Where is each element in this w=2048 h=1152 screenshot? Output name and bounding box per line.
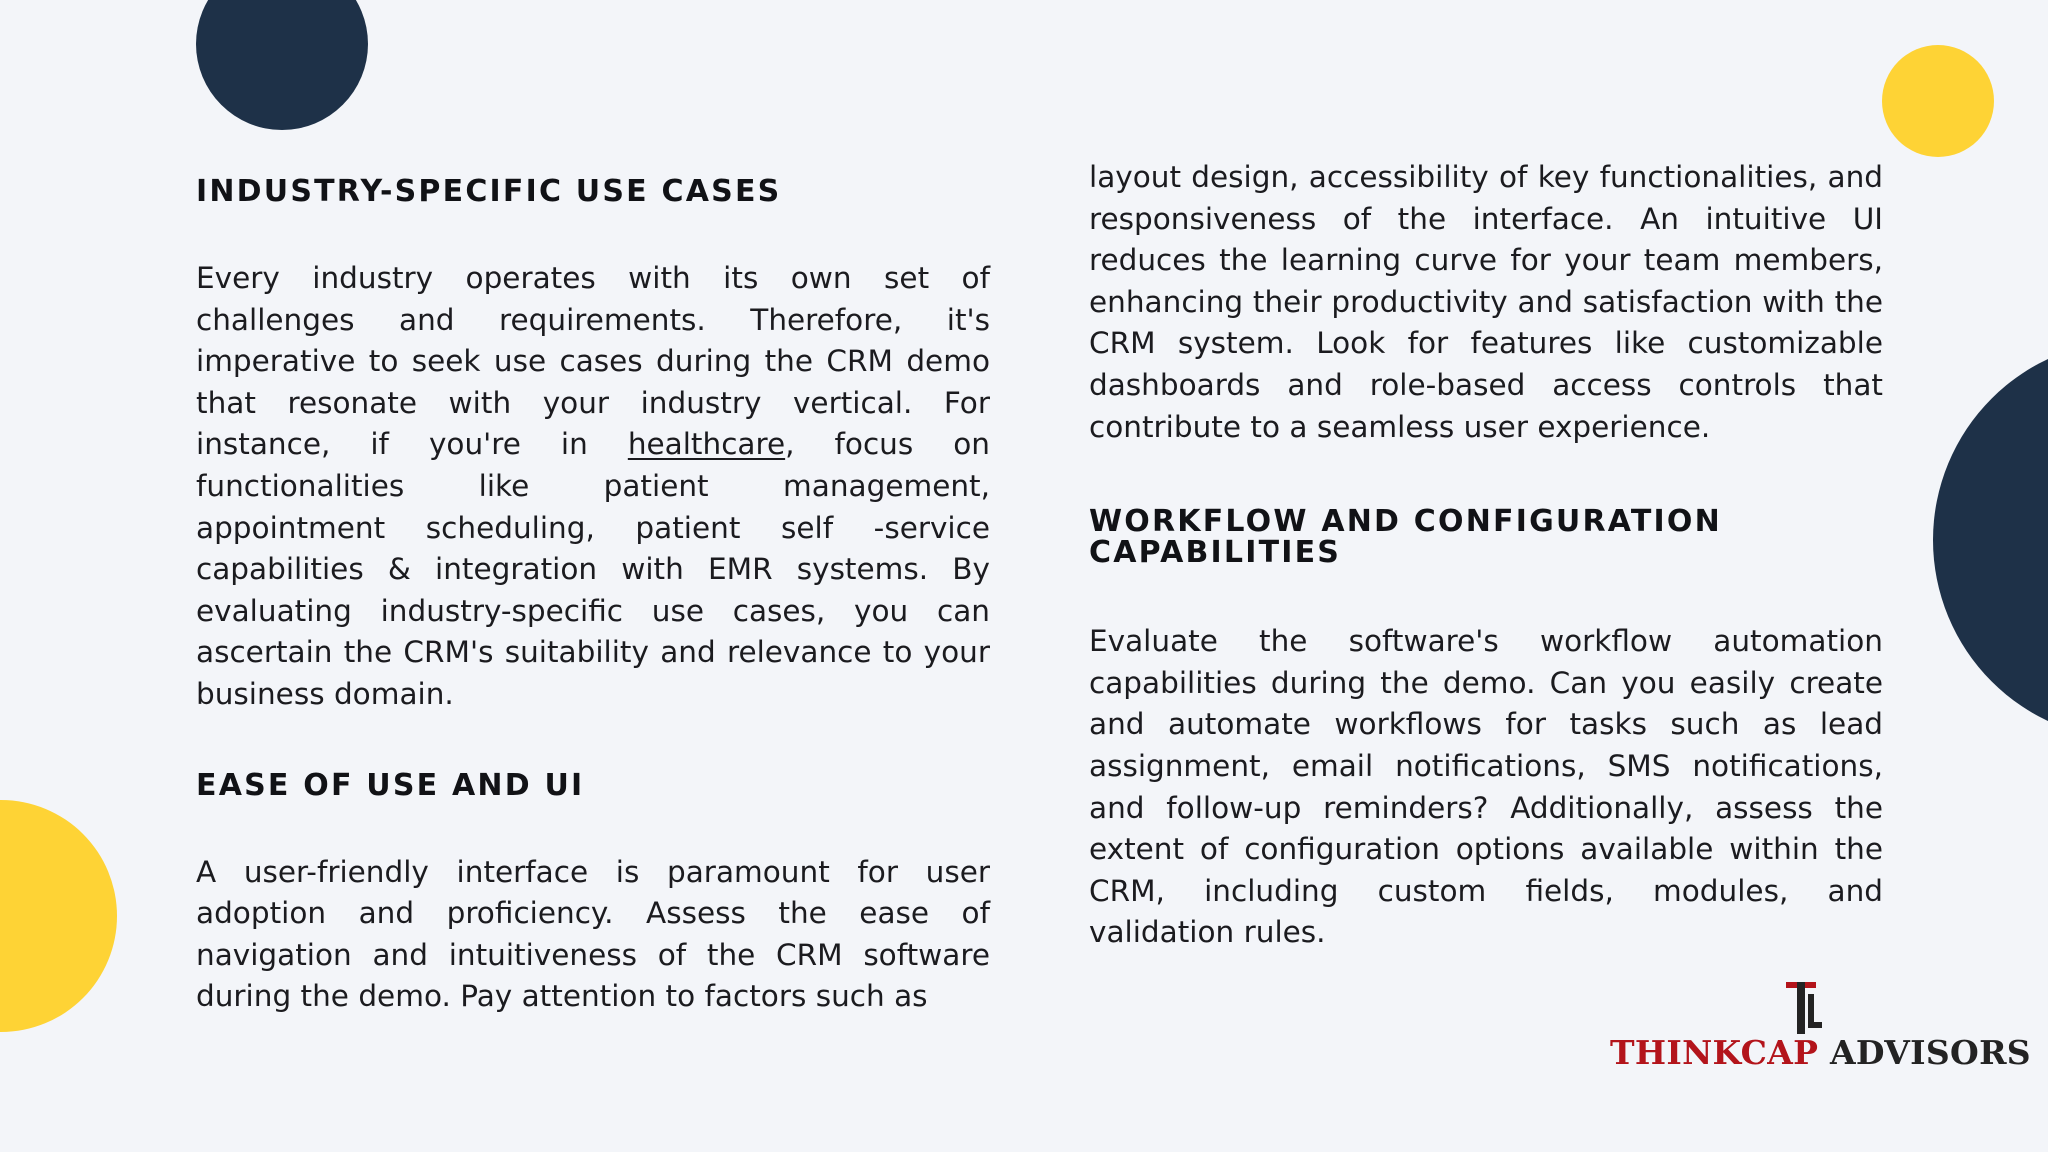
industry-body [196, 258, 990, 716]
ease-continued-body: layout design, accessibility of key functionalities, and responsiveness of the interface. An intuitive UI reduces the learning curve for your team members, enhancing their productivity and satisfaction with the CRM system. Look for features like customizable dashboards and role-based access controls that contribute to a seamless user experience. [1089, 160, 1883, 444]
decorative-circle-yellow-left [0, 800, 117, 1032]
ease-body: A user-friendly interface is paramount for user adoption and proficiency. Assess the ease of navigation and intuitiveness of the CRM software during the demo. Pay attention to factors such as [196, 854, 990, 1014]
left-column [196, 176, 990, 1018]
right-column [1089, 160, 1883, 954]
ease-heading: EASE OF USE AND UI [196, 767, 585, 803]
healthcare-link[interactable]: healthcare [627, 427, 786, 462]
industry-body-text-2: , focus on functionalities like patient management, appointment scheduling, patient self -service capabilities & integration with EMR systems. By evaluating industry-specific use cases, you can ascertain the CRM's suitability and relevance to your business domain. [196, 427, 990, 711]
industry-body-text-1: Every industry operates with its own set of challenges and requirements. Therefore, it's imperative to seek use cases during the CRM demo that resonate with your industry vertical. For instance, if you're in [196, 261, 990, 462]
thinkcap-logo [1610, 982, 2031, 1072]
workflow-heading: WORKFLOW AND CONFIGURATION CAPABILITIES [1089, 504, 1722, 571]
logo-wordmark [1610, 1033, 2031, 1072]
decorative-circle-navy [196, 0, 368, 130]
industry-heading: INDUSTRY-SPECIFIC USE CASES [196, 174, 782, 209]
logo-word-advisors: ADVISORS [1830, 1033, 2031, 1072]
decorative-circle-yellow [1882, 45, 1994, 157]
decorative-circle-navy-right [1933, 340, 2048, 740]
workflow-body: Evaluate the software's workflow automation capabilities during the demo. Can you easily create and automate workflows for tasks such as lead assignment, email notifications, SMS notifications, and follow-up reminders? Additionally, assess the extent of configuration options available within the CRM, including custom fields, modules, and validation rules. [1089, 624, 1883, 950]
thinkcap-tc-monogram-icon [1786, 982, 1822, 1036]
logo-word-thinkcap: THINKCAP [1610, 1033, 1819, 1072]
